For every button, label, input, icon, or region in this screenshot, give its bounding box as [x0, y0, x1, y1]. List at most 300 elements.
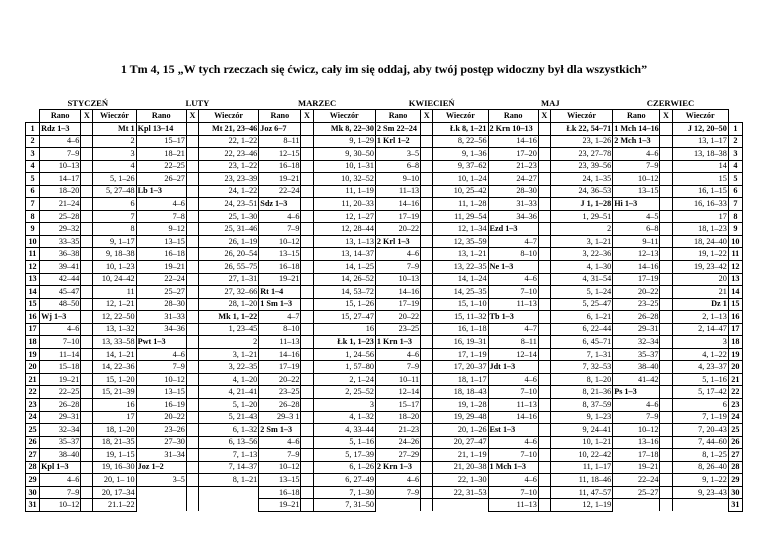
morning-reading: 10–12 [613, 173, 660, 186]
check-box[interactable] [81, 348, 93, 361]
check-box[interactable] [81, 411, 93, 424]
check-box[interactable] [301, 298, 313, 311]
check-box[interactable] [421, 248, 433, 261]
check-box[interactable] [301, 248, 313, 261]
check-box[interactable] [186, 135, 198, 148]
check-box[interactable] [186, 210, 198, 223]
check-box[interactable] [301, 160, 313, 173]
check-box[interactable] [81, 399, 93, 412]
morning-reading: 19–21 [40, 373, 81, 386]
evening-reading: 24, 1–22 [198, 185, 258, 198]
check-box[interactable] [538, 235, 550, 248]
day-number: 1 [26, 123, 40, 136]
evening-reading: 22, 31–53 [433, 486, 488, 499]
check-box[interactable] [421, 160, 433, 173]
evening-reading: Mt 21, 23–46 [198, 123, 258, 136]
check-box[interactable] [538, 173, 550, 186]
morning-reading: 7–9 [375, 486, 420, 499]
check-box[interactable] [301, 261, 313, 274]
morning-reading: 13–16 [613, 436, 660, 449]
plan-body [26, 123, 743, 512]
evening-reading: 20, 1–26 [433, 424, 488, 437]
evening-reading: 4, 31–54 [550, 273, 612, 286]
check-box[interactable] [538, 286, 550, 299]
morning-reading: 15–17 [375, 399, 420, 412]
check-box[interactable] [660, 323, 672, 336]
morning-header: Rano [613, 110, 660, 123]
morning-reading: 4–6 [136, 198, 186, 211]
evening-reading: 18, 1–17 [433, 373, 488, 386]
check-box[interactable] [81, 486, 93, 499]
day-number: 29 [728, 474, 742, 487]
check-box[interactable] [660, 185, 672, 198]
check-box[interactable] [81, 185, 93, 198]
morning-reading: 7–9 [613, 160, 660, 173]
check-box[interactable] [660, 273, 672, 286]
check-box[interactable] [301, 411, 313, 424]
evening-reading: 25, 31–46 [198, 223, 258, 236]
check-box[interactable] [421, 486, 433, 499]
check-box[interactable] [660, 135, 672, 148]
check-box[interactable] [81, 323, 93, 336]
evening-reading: 27, 1–31 [198, 273, 258, 286]
evening-header: Wieczór [198, 110, 258, 123]
check-box[interactable] [186, 235, 198, 248]
check-box[interactable] [81, 424, 93, 437]
check-box[interactable] [421, 424, 433, 437]
day-number: 29 [26, 474, 40, 487]
check-box[interactable] [186, 173, 198, 186]
check-box[interactable] [186, 223, 198, 236]
check-box[interactable] [538, 399, 550, 412]
check-box[interactable] [421, 361, 433, 374]
morning-reading: 18–20 [375, 411, 420, 424]
check-box[interactable] [421, 286, 433, 299]
check-box[interactable] [186, 185, 198, 198]
morning-reading: 27–29 [375, 449, 420, 462]
check-box[interactable] [301, 210, 313, 223]
check-box[interactable] [538, 210, 550, 223]
morning-reading: 11–13 [259, 336, 301, 349]
check-box[interactable] [660, 399, 672, 412]
check-box[interactable] [660, 373, 672, 386]
check-box[interactable] [538, 373, 550, 386]
day-number: 26 [26, 436, 40, 449]
check-box[interactable] [301, 135, 313, 148]
morning-reading: 22–24 [613, 474, 660, 487]
check-box[interactable] [538, 348, 550, 361]
check-box[interactable] [301, 424, 313, 437]
evening-header: Wieczór [93, 110, 136, 123]
check-box[interactable] [538, 311, 550, 324]
check-box[interactable] [186, 286, 198, 299]
check-box[interactable] [81, 135, 93, 148]
check-box[interactable] [660, 123, 672, 136]
check-box[interactable] [301, 399, 313, 412]
check-box[interactable] [301, 348, 313, 361]
check-box[interactable] [421, 185, 433, 198]
check-box[interactable] [421, 135, 433, 148]
evening-reading: 2, 1–24 [313, 373, 375, 386]
morning-reading: 4–6 [613, 148, 660, 161]
morning-reading: 4–6 [375, 248, 420, 261]
morning-reading: 1 Krl 1–2 [375, 135, 420, 148]
evening-reading: 9, 1–23 [550, 411, 612, 424]
evening-reading: Łk 22, 54–71 [550, 123, 612, 136]
check-box[interactable] [186, 311, 198, 324]
check-box[interactable] [660, 461, 672, 474]
check-box[interactable] [660, 148, 672, 161]
morning-reading: 11–13 [488, 298, 538, 311]
check-box[interactable] [421, 461, 433, 474]
check-box[interactable] [301, 286, 313, 299]
check-box[interactable] [660, 160, 672, 173]
check-box[interactable] [301, 486, 313, 499]
check-box[interactable] [538, 261, 550, 274]
check-box[interactable] [81, 461, 93, 474]
check-box[interactable] [186, 298, 198, 311]
check-box[interactable] [421, 235, 433, 248]
morning-reading: 29–3 1 [259, 411, 301, 424]
check-box[interactable] [186, 261, 198, 274]
check-box[interactable] [81, 160, 93, 173]
evening-reading: 12, 1–34 [433, 223, 488, 236]
check-box[interactable] [421, 411, 433, 424]
morning-reading: 6–8 [613, 223, 660, 236]
check-box[interactable] [421, 261, 433, 274]
morning-reading: 20–22 [375, 223, 420, 236]
check-box[interactable] [301, 373, 313, 386]
table-row [26, 486, 743, 499]
day-number: 16 [728, 311, 742, 324]
morning-reading: 7–9 [613, 411, 660, 424]
check-box[interactable] [660, 386, 672, 399]
check-box[interactable] [660, 173, 672, 186]
check-box[interactable] [421, 210, 433, 223]
morning-reading: Tb 1–3 [488, 311, 538, 324]
check-box[interactable] [660, 223, 672, 236]
check-box[interactable] [301, 361, 313, 374]
evening-reading: 7, 14–37 [198, 461, 258, 474]
table-row [26, 424, 743, 437]
check-box[interactable] [301, 386, 313, 399]
check-box[interactable] [421, 223, 433, 236]
morning-reading: 10–12 [259, 235, 301, 248]
check-box[interactable] [81, 336, 93, 349]
check-box[interactable] [421, 198, 433, 211]
check-box[interactable] [81, 210, 93, 223]
evening-reading: 13, 1–17 [672, 135, 728, 148]
check-box[interactable] [301, 223, 313, 236]
check-box[interactable] [186, 486, 198, 499]
check-box[interactable] [421, 436, 433, 449]
morning-reading: 25–27 [613, 486, 660, 499]
morning-reading [613, 499, 660, 512]
check-box[interactable] [538, 336, 550, 349]
morning-reading: 14–16 [375, 286, 420, 299]
check-box[interactable] [81, 148, 93, 161]
evening-reading: 4, 23–37 [672, 361, 728, 374]
check-box[interactable] [660, 449, 672, 462]
check-box[interactable] [81, 235, 93, 248]
morning-reading: 7–10 [488, 486, 538, 499]
evening-reading: 25, 1–30 [198, 210, 258, 223]
check-box[interactable] [301, 198, 313, 211]
check-box[interactable] [538, 148, 550, 161]
morning-reading: 16–18 [259, 261, 301, 274]
check-box[interactable] [538, 449, 550, 462]
day-number: 24 [728, 411, 742, 424]
evening-reading: 17, 20–37 [433, 361, 488, 374]
check-box[interactable] [538, 198, 550, 211]
table-row [26, 235, 743, 248]
check-box[interactable] [660, 198, 672, 211]
evening-reading: 19, 1–15 [93, 449, 136, 462]
evening-reading: 12, 1–19 [550, 499, 612, 512]
table-row [26, 198, 743, 211]
check-box[interactable] [81, 223, 93, 236]
evening-reading: 14, 1–21 [93, 348, 136, 361]
check-box[interactable] [81, 173, 93, 186]
check-box[interactable] [421, 173, 433, 186]
evening-reading: 12, 1–21 [93, 298, 136, 311]
check-box[interactable] [301, 461, 313, 474]
check-box[interactable] [301, 449, 313, 462]
check-box[interactable] [81, 449, 93, 462]
check-box[interactable] [186, 373, 198, 386]
check-box[interactable] [660, 499, 672, 512]
morning-reading: 19–21 [259, 273, 301, 286]
check-box[interactable] [421, 449, 433, 462]
check-box[interactable] [660, 286, 672, 299]
morning-reading: 4–6 [488, 273, 538, 286]
check-box[interactable] [81, 248, 93, 261]
check-box[interactable] [186, 361, 198, 374]
morning-reading: 16–18 [259, 160, 301, 173]
check-box[interactable] [660, 336, 672, 349]
check-box[interactable] [186, 424, 198, 437]
evening-reading: 9, 23–43 [672, 486, 728, 499]
check-box[interactable] [538, 123, 550, 136]
check-box[interactable] [538, 461, 550, 474]
check-box[interactable] [538, 298, 550, 311]
check-box[interactable] [538, 223, 550, 236]
morning-reading: 22–24 [259, 185, 301, 198]
check-box[interactable] [186, 499, 198, 512]
morning-reading: 21–23 [375, 424, 420, 437]
morning-reading: 38–40 [40, 449, 81, 462]
evening-reading: 17 [93, 411, 136, 424]
day-number: 30 [26, 486, 40, 499]
check-box[interactable] [421, 311, 433, 324]
evening-reading: 7, 44–60 [672, 436, 728, 449]
check-box[interactable] [538, 411, 550, 424]
day-number: 16 [26, 311, 40, 324]
check-box[interactable] [421, 336, 433, 349]
check-box[interactable] [81, 499, 93, 512]
check-box[interactable] [301, 123, 313, 136]
morning-reading: 2 Sm 1–3 [259, 424, 301, 437]
morning-reading: 23–25 [375, 323, 420, 336]
morning-reading: Ne 1–3 [488, 261, 538, 274]
morning-reading: 3–5 [136, 474, 186, 487]
check-box[interactable] [301, 273, 313, 286]
check-box[interactable] [186, 399, 198, 412]
check-box[interactable] [186, 273, 198, 286]
check-box[interactable] [538, 499, 550, 512]
check-box[interactable] [81, 298, 93, 311]
check-box[interactable] [186, 248, 198, 261]
check-box[interactable] [660, 235, 672, 248]
check-box[interactable] [660, 424, 672, 437]
check-box[interactable] [538, 361, 550, 374]
check-box[interactable] [301, 336, 313, 349]
table-row [26, 361, 743, 374]
check-box[interactable] [186, 198, 198, 211]
evening-reading: 18, 24–40 [672, 235, 728, 248]
check-box[interactable] [660, 311, 672, 324]
morning-reading: 35–37 [40, 436, 81, 449]
morning-header: Rano [40, 110, 81, 123]
morning-reading: 13–15 [259, 248, 301, 261]
morning-reading: Wj 1–3 [40, 311, 81, 324]
check-box[interactable] [301, 173, 313, 186]
check-box[interactable] [186, 148, 198, 161]
check-box[interactable] [538, 474, 550, 487]
check-box[interactable] [660, 248, 672, 261]
check-header: X [301, 110, 313, 123]
check-box[interactable] [301, 474, 313, 487]
check-box[interactable] [660, 436, 672, 449]
check-box[interactable] [301, 148, 313, 161]
check-box[interactable] [660, 210, 672, 223]
check-box[interactable] [421, 499, 433, 512]
check-box[interactable] [538, 323, 550, 336]
check-box[interactable] [660, 474, 672, 487]
check-box[interactable] [81, 436, 93, 449]
check-box[interactable] [81, 361, 93, 374]
check-box[interactable] [421, 273, 433, 286]
evening-reading: 20, 1– 10 [93, 474, 136, 487]
check-box[interactable] [421, 148, 433, 161]
check-box[interactable] [186, 160, 198, 173]
day-number: 10 [26, 235, 40, 248]
check-box[interactable] [81, 273, 93, 286]
check-box[interactable] [186, 411, 198, 424]
check-box[interactable] [186, 348, 198, 361]
check-box[interactable] [660, 348, 672, 361]
evening-reading: 2, 1–13 [672, 311, 728, 324]
check-box[interactable] [81, 261, 93, 274]
check-box[interactable] [81, 286, 93, 299]
evening-reading: 5, 1–16 [313, 436, 375, 449]
check-box[interactable] [301, 436, 313, 449]
check-box[interactable] [421, 323, 433, 336]
day-number: 19 [26, 348, 40, 361]
check-box[interactable] [186, 461, 198, 474]
evening-reading: J 1, 1–28 [550, 198, 612, 211]
check-box[interactable] [538, 386, 550, 399]
check-box[interactable] [660, 361, 672, 374]
check-box[interactable] [538, 185, 550, 198]
check-box[interactable] [660, 411, 672, 424]
morning-reading: 4–7 [259, 311, 301, 324]
check-box[interactable] [421, 298, 433, 311]
check-box[interactable] [421, 474, 433, 487]
check-box[interactable] [538, 424, 550, 437]
check-box[interactable] [81, 198, 93, 211]
morning-reading: 1 Sm 1–3 [259, 298, 301, 311]
evening-reading: 6, 1–26 [313, 461, 375, 474]
check-box[interactable] [81, 474, 93, 487]
check-box[interactable] [186, 386, 198, 399]
morning-reading: 7–10 [488, 286, 538, 299]
table-row [26, 273, 743, 286]
check-box[interactable] [186, 474, 198, 487]
check-box[interactable] [538, 436, 550, 449]
check-box[interactable] [538, 486, 550, 499]
check-box[interactable] [301, 235, 313, 248]
check-box[interactable] [81, 123, 93, 136]
check-box[interactable] [301, 311, 313, 324]
check-box[interactable] [186, 449, 198, 462]
evening-reading: 14, 26–52 [313, 273, 375, 286]
check-box[interactable] [186, 336, 198, 349]
morning-reading: 3–5 [375, 148, 420, 161]
check-box[interactable] [186, 436, 198, 449]
check-box[interactable] [421, 373, 433, 386]
morning-reading: 19–21 [613, 461, 660, 474]
check-box[interactable] [81, 311, 93, 324]
check-box[interactable] [421, 348, 433, 361]
day-number: 27 [26, 449, 40, 462]
evening-reading: 13, 1–21 [433, 248, 488, 261]
check-box[interactable] [186, 323, 198, 336]
check-box[interactable] [81, 386, 93, 399]
table-row [26, 173, 743, 186]
check-box[interactable] [301, 499, 313, 512]
morning-reading: 29–31 [613, 323, 660, 336]
day-header-blank [728, 110, 742, 123]
morning-reading: 26–27 [136, 173, 186, 186]
check-box[interactable] [421, 386, 433, 399]
evening-reading: 5, 1–24 [550, 286, 612, 299]
check-box[interactable] [421, 123, 433, 136]
check-box[interactable] [660, 261, 672, 274]
check-box[interactable] [538, 160, 550, 173]
check-box[interactable] [301, 323, 313, 336]
table-row [26, 348, 743, 361]
morning-reading: 23–25 [613, 298, 660, 311]
evening-reading: 3, 22–35 [198, 361, 258, 374]
check-box[interactable] [81, 373, 93, 386]
check-box[interactable] [538, 248, 550, 261]
morning-reading: 21–23 [488, 160, 538, 173]
morning-reading: 4–7 [488, 235, 538, 248]
check-box[interactable] [538, 135, 550, 148]
check-box[interactable] [186, 123, 198, 136]
evening-reading: Łk 1, 1–23 [313, 336, 375, 349]
check-box[interactable] [421, 399, 433, 412]
morning-reading: 20–22 [613, 286, 660, 299]
evening-reading: 14, 25–35 [433, 286, 488, 299]
check-box[interactable] [301, 185, 313, 198]
evening-reading: 10, 1–21 [550, 436, 612, 449]
check-box[interactable] [538, 273, 550, 286]
check-box[interactable] [660, 298, 672, 311]
morning-reading: 10–12 [259, 461, 301, 474]
check-box[interactable] [660, 486, 672, 499]
